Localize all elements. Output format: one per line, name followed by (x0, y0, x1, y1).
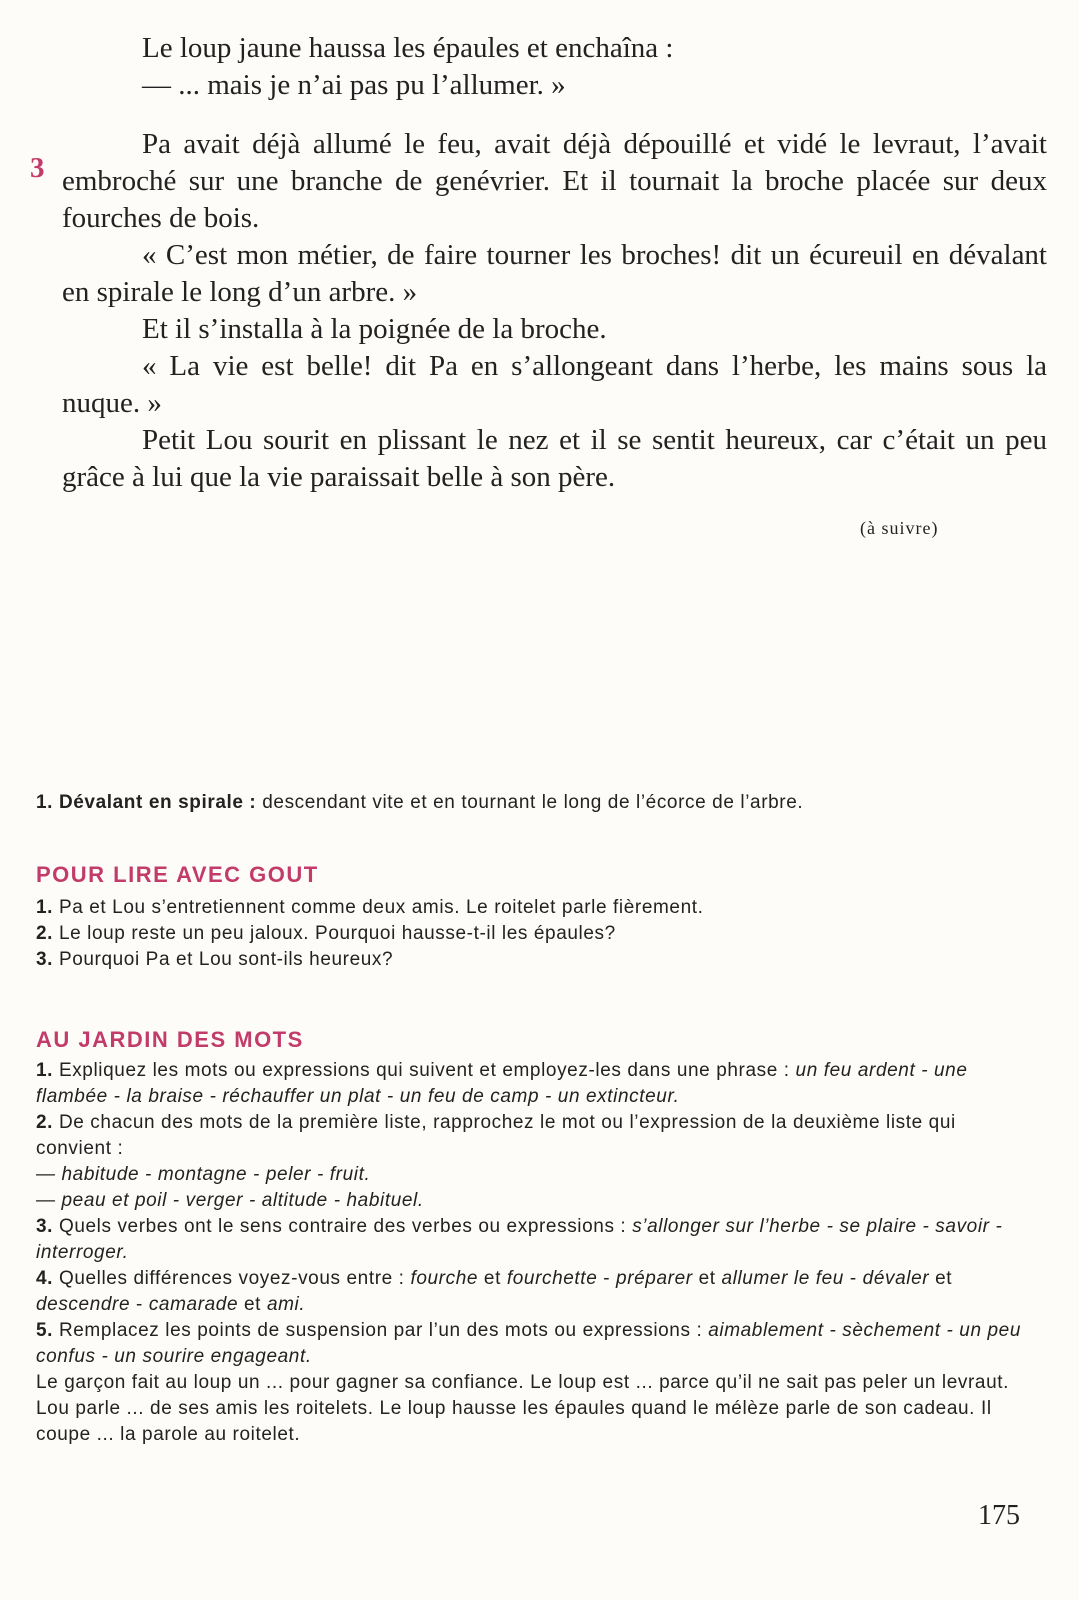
story-paragraph-2: « C’est mon métier, de faire tourner les broches! dit un écureuil en dévalant en spirale le long d’un arbre. » (62, 239, 1047, 308)
footnote-definition: descendant vite et en tournant le long de l’écorce de l’arbre. (262, 792, 804, 813)
page-number: 175 (978, 1500, 1020, 1531)
story-text (62, 30, 1047, 496)
question-2-list-1: — habitude - montagne - peler - fruit. (36, 1164, 371, 1185)
story-paragraph-3: Et il s’installa à la poignée de la broche. (142, 313, 607, 345)
lire-questions (36, 895, 1031, 973)
to-be-continued: (à suivre) (860, 518, 939, 538)
story-paragraph-1: Pa avait déjà allumé le feu, avait déjà dépouillé et vidé le levraut, l’avait embroché sur une branche de genévrier. Et il tournait la broche placée sur deux fourches de bois. (62, 128, 1047, 234)
list-item: 2. Le loup reste un peu jaloux. Pourquoi hausse-t-il les épaules? (36, 923, 616, 944)
question-2: 2. De chacun des mots de la première liste, rapprochez le mot ou l’expression de la deuxième liste qui convient : (36, 1112, 956, 1159)
question-1: 1. Expliquez les mots ou expressions qui suivent et employez-les dans une phrase : un feu ardent - une flambée - la braise - réchauffer un plat - un feu de camp - un extincteur. (36, 1060, 968, 1107)
footnote (36, 790, 1031, 816)
jardin-questions (36, 1058, 1031, 1448)
story-line-2: — ... mais je n’ai pas pu l’allumer. » (142, 69, 566, 101)
section-number: 3 (30, 152, 45, 184)
list-item: 3. Pourquoi Pa et Lou sont-ils heureux? (36, 949, 394, 970)
heading-pour-lire: POUR LIRE AVEC GOUT (36, 862, 319, 887)
question-2-list-2: — peau et poil - verger - altitude - habituel. (36, 1190, 424, 1211)
list-item: 1. Pa et Lou s’entretiennent comme deux amis. Le roitelet parle fièrement. (36, 897, 704, 918)
footnote-term: Dévalant en spirale : (58, 792, 257, 813)
heading-jardin-des-mots: AU JARDIN DES MOTS (36, 1027, 304, 1052)
question-4: 4. Quelles différences voyez-vous entre : fourche et fourchette - préparer et allumer le feu - dévaler et descendre - camarade et ami. (36, 1268, 953, 1315)
question-3: 3. Quels verbes ont le sens contraire des verbes ou expressions : s’allonger sur l’herbe - se plaire - savoir - interroger. (36, 1216, 1003, 1263)
question-5-passage: Le garçon fait au loup un ... pour gagner sa confiance. Le loup est ... parce qu’il ne sait pas peler un levraut. Lou parle ... de ses amis les roitelets. Le loup hausse les épaules quand le mélèze parle de son cadeau. Il coupe ... la parole au roitelet. (36, 1372, 1009, 1445)
story-paragraph-5: Petit Lou sourit en plissant le nez et il se sentit heureux, car c’était un peu grâce à lui que la vie paraissait belle à son père. (62, 424, 1047, 493)
story-paragraph-4: « La vie est belle! dit Pa en s’allongeant dans l’herbe, les mains sous la nuque. » (62, 350, 1047, 419)
question-5: 5. Remplacez les points de suspension par l’un des mots ou expressions : aimablement - sèchement - un peu confus - un sourire engageant. (36, 1320, 1022, 1367)
story-line-1: Le loup jaune haussa les épaules et enchaîna : (142, 32, 674, 64)
footnote-number: 1. (36, 792, 54, 813)
